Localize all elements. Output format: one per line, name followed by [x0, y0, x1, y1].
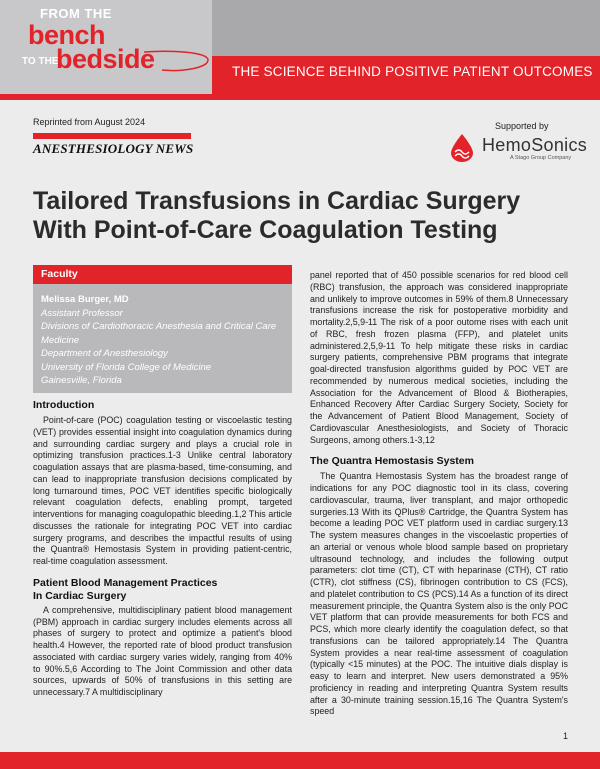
- article-title: Tailored Transfusions in Cardiac Surgery With Point-of-Care Coagulation Testing: [33, 187, 521, 244]
- reprint-note: Reprinted from August 2024: [33, 117, 146, 127]
- logo-to-the-text: TO THE: [22, 56, 59, 67]
- faculty-name: Melissa Burger, MD: [41, 294, 129, 305]
- faculty-line: Gainesville, Florida: [41, 375, 122, 386]
- header-red-rule: [0, 94, 600, 100]
- bench-to-bedside-logo: [22, 6, 202, 86]
- supported-by-label: Supported by: [495, 121, 549, 131]
- faculty-line: Department of Anesthesiology: [41, 348, 168, 359]
- pbm-heading-line-1: Patient Blood Management Practices: [33, 576, 218, 589]
- right-column: [310, 270, 568, 718]
- logo-bench-text: bench: [28, 20, 106, 50]
- logo-bedside-text: bedside: [56, 44, 155, 74]
- left-column: [33, 399, 292, 699]
- quantra-heading: The Quantra Hemostasis System: [310, 455, 474, 468]
- pbm-heading: [33, 577, 292, 603]
- blood-drop-icon: [448, 133, 476, 163]
- page-number: 1: [563, 731, 569, 741]
- pbm-paragraph: A comprehensive, multidisciplinary patient blood management (PBM) approach in cardiac surgery includes elements across all phases of surgery to protect and optimize a patient's blood health.4 However, the reported rate of blood product transfusion associated with cardiac surgery varies widely, ranging from 40% to 90%.5,6 According to The Joint Commission and other data sources, upwards of 50% of transfusions in this setting are unnecessary.7 A multidisciplinary: [33, 604, 292, 697]
- logo-from-text: FROM THE: [40, 6, 112, 21]
- faculty-line: University of Florida College of Medicine: [41, 361, 212, 373]
- pbm-heading-line-2: In Cardiac Surgery: [33, 589, 127, 602]
- hemosonics-name: HemoSonics: [482, 135, 588, 155]
- continued-paragraph: panel reported that of 450 possible scenarios for red blood cell (RBC) transfusion, the approach was considered inappropriate and unlikely to improve outcomes in 59% of them.8 Unnecessary transfusions increase the risk for postoperative morbidity and mortality.2,5,9-11 The risk of a poor outome rises with each unit of RBC, fresh frozen plasma (FFP), and platelet units administered.2,5,9-11 To help mitigate these risks in cardiac surgery patients, comprehensive PBM programs that integrate goal-directed transfusion algorithms guided by POC VET are recommended by numerous medical societies, including the Association for the Advancement of Blood & Biotherapies, Enhanced Recovery After Cardiac Surgery Society, Society for the Advancement of Patient Blood Management, Society of Cardiovascular Anesthesiologists, and Society of Thoracic Surgeons, among others.1-3,12: [310, 270, 568, 445]
- anesthesiology-news-logo: [33, 133, 213, 159]
- quantra-paragraph: The Quantra Hemostasis System has the broadest range of indications for any POC diagnostic tool in its class, covering cardiovascular, trauma, liver transplant, and major orthopedic surgeries.13 With its QPlus® Cartridge, the Quantra System has become a leading POC VET platform used in cardiac surgery.13 The system measures changes in the viscoelastic properties of an arterial or venous whole blood sample based on proprietary ultrasound technology, and includes the following output parameters: clot time (CT), CT with heparinase (CTH), CT ratio (CTR), clot stiffness (CS), fibrinogen contribution to CS (FCS), and platelet contribution to CS (PCS).14 As a function of its direct measurement principle, the Quantra System also is the only POC VET platform that can provide measurements for both FCS and PCS, which more clearly identify the coagulation defect, so that transfusions can be tailored appropriately.14 The Quantra System provides a near real-time assessment of coagulation (typically <15 minutes) at the POC. The intuitive dials display is easy to learn and interpret. New users demonstrated a 95% proficiency in reading and interpreting Quantra System results after a 30-minute training session.15,16 The Quantra System's speed: [310, 471, 568, 717]
- news-logo-bar: [33, 133, 191, 139]
- hemosonics-subtitle: A Stago Group Company: [510, 155, 572, 161]
- faculty-box: [33, 265, 292, 393]
- header-band: [0, 0, 600, 100]
- faculty-body: [41, 293, 292, 388]
- faculty-header: [33, 265, 292, 284]
- intro-heading: Introduction: [33, 399, 95, 411]
- hemosonics-logo: [440, 131, 588, 165]
- faculty-line: Divisions of Cardiothoracic Anesthesia and Critical Care Medicine: [41, 321, 277, 346]
- faculty-line: Assistant Professor: [41, 307, 123, 319]
- intro-paragraph: Point-of-care (POC) coagulation testing or viscoelastic testing (VET) provides essential insight into coagulation dynamics during and surrounding cardiac surgery and plays a crucial role in optimizing transfusion practices.1-3 Unlike central laboratory coagulation assays that are plasma-based, time-consuming, and can lead to inappropriate transfusion decisions complicated by long turnaround times, POC VET identifies specific biologically relevant coagulation defects, enabling prompt, targeted interventions for managing coagulopathic bleeding.1,2 This article discusses the rationale for integrating POC VET into cardiac surgery programs, and describes the impactful results of using the Quantra® Hemostasis System in providing patient-centric, real-time coagulation assessment.: [33, 415, 292, 566]
- faculty-heading: Faculty: [41, 268, 78, 280]
- header-tagline: THE SCIENCE BEHIND POSITIVE PATIENT OUTCOMES: [232, 64, 593, 79]
- footer-red-bar: [0, 752, 600, 769]
- news-logo-text: ANESTHESIOLOGY NEWS: [33, 141, 194, 156]
